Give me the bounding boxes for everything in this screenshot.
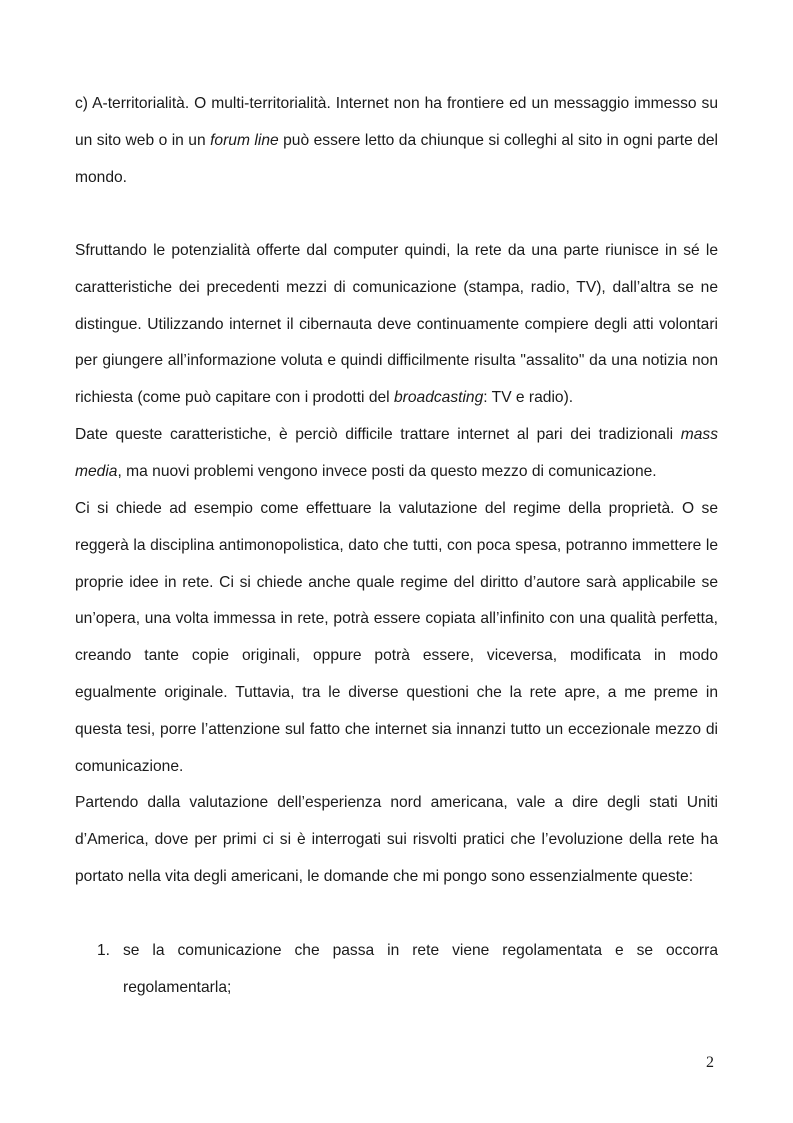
italic-term-forum-line: forum line (210, 131, 279, 149)
paragraph-text: c) A-territorialità. O multi-territorialità. Internet non ha frontiere ed un messaggio immesso su un sito web o in un (75, 95, 718, 149)
paragraph-text: Sfruttando le potenzialità offerte dal computer quindi, la rete da una parte riunisce in sé le caratteristiche dei precedenti mezzi di comunicazione (stampa, radio, TV), dall’altra se ne distingue. Utilizzando internet il cibernauta deve continuamente compiere degli atti volontari per giungere all’informazione voluta e quindi difficilmente risulta "assalito" da una notizia non richiesta (come può capitare con i prodotti del (75, 242, 718, 407)
paragraph-network-potential (75, 233, 718, 417)
paragraph-a-territoriality (75, 86, 718, 196)
italic-term-broadcasting: broadcasting (393, 389, 484, 407)
paragraph-text: : TV e radio). (483, 389, 574, 407)
paragraph-text: può essere letto da chiunque si colleghi al sito in ogni parte del mondo. (75, 131, 719, 186)
paragraph-text: , ma nuovi problemi vengono invece posti da questo mezzo di comunicazione. (117, 462, 657, 480)
paragraph-north-american-experience: Partendo dalla valutazione dell’esperienza nord americana, vale a dire degli stati Uniti d’America, dove per primi ci si è interrogati sui risvolti pratici che l’evoluzione della rete ha portato nella vita degli americani, le domande che mi pongo sono essenzialmente queste: (75, 794, 718, 885)
list-item: se la comunicazione che passa in rete viene regolamentata e se occorra regolamentarla; (123, 942, 718, 996)
list-item-number: 1. (97, 942, 111, 959)
page-number: 2 (706, 1054, 714, 1071)
paragraph-text: Date queste caratteristiche, è perciò difficile trattare internet al pari dei tradizionali (75, 426, 681, 443)
paragraph-property-regime: Ci si chiede ad esempio come effettuare la valutazione del regime della proprietà. O se reggerà la disciplina antimonopolistica, dato che tutti, con poca spesa, potranno immettere le proprie idee in rete. Ci si chiede anche quale regime del diritto d’autore sarà applicabile se un’opera, una volta immessa in rete, potrà essere copiata all’infinito con una qualità perfetta, creando tante copie originali, oppure potrà essere, viceversa, modificata in modo egualmente originale. Tuttavia, tra le diverse questioni che la rete apre, a me preme in questa tesi, porre l’attenzione sul fatto che internet sia innanzi tutto un eccezionale mezzo di comunicazione. (75, 500, 718, 775)
paragraph-mass-media (75, 417, 718, 491)
italic-term-mass-media: mass media (75, 426, 718, 480)
